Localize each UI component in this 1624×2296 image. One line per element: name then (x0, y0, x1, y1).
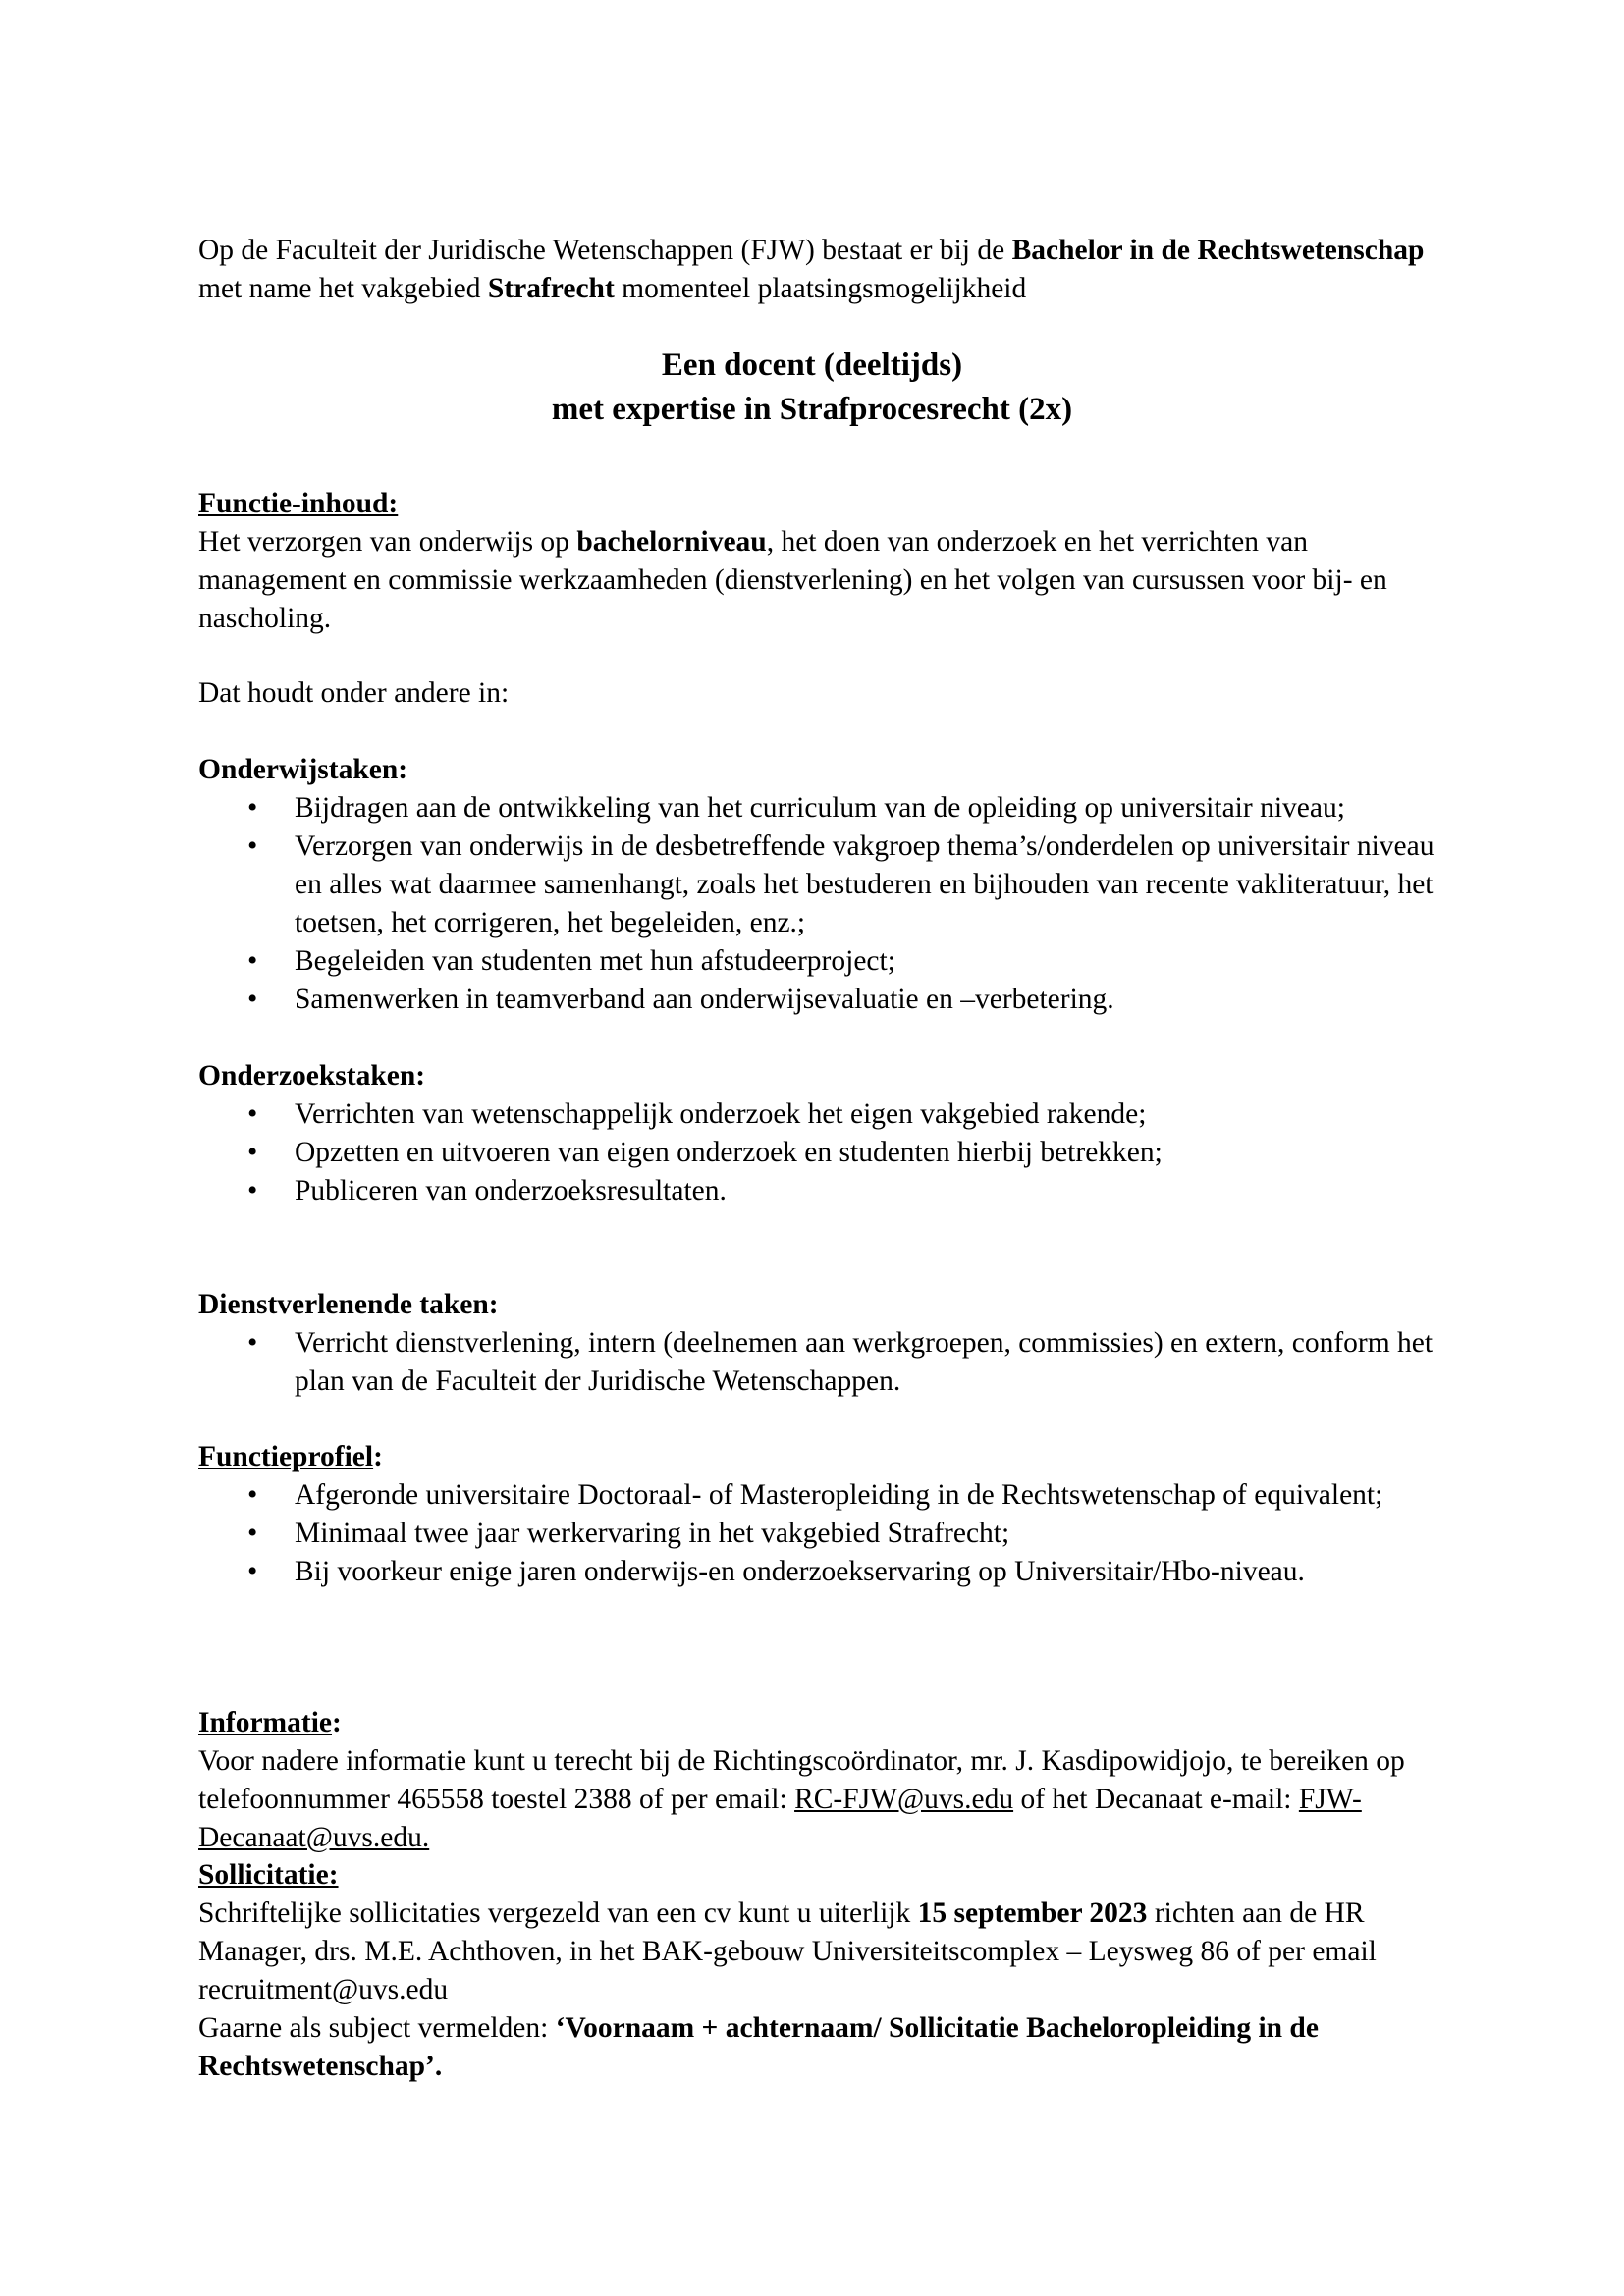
list-item-text: Bij voorkeur enige jaren onderwijs-en onderzoekservaring op Universitair/Hbo-niveau. (295, 1556, 1305, 1587)
heading-dienstverlenende: Dienstverlenende taken: (198, 1289, 499, 1320)
functie-inhoud-text-1: Het verzorgen van onderwijs op (198, 526, 577, 558)
onderwijstaken-list (198, 789, 1455, 1019)
bullet-icon: • (247, 830, 258, 862)
vacancy-title-line-1: Een docent (deeltijds) (661, 347, 963, 383)
sollicitatie-text-1: Schriftelijke sollicitaties vergezeld van een cv kunt u uiterlijk (198, 1897, 918, 1929)
houdt-in-line (198, 674, 1455, 713)
list-item (198, 1172, 1455, 1210)
bullet-icon: • (247, 1137, 258, 1168)
bullet-icon: • (247, 1098, 258, 1130)
list-item-text: Opzetten en uitvoeren van eigen onderzoek en studenten hierbij betrekken; (295, 1137, 1163, 1168)
list-item (198, 1515, 1455, 1553)
vacancy-title (0, 344, 1624, 432)
houdt-in-text: Dat houdt onder andere in: (198, 677, 510, 709)
heading-functieprofiel-colon: : (373, 1441, 383, 1472)
sollicitatie-text-2: richten aan de HR Manager, drs. M.E. Achthoven, in het BAK-gebouw Universiteitscomplex – Leysweg 86 of per email recruitment@uvs.edu (198, 1897, 1377, 2005)
functie-inhoud-text-2: , het doen van onderzoek en het verrichten van management en commissie werkzaamheden (dienstverlening) en het volgen van cursussen voor bij- en nascholing. (198, 526, 1387, 634)
list-item (198, 1095, 1455, 1134)
section-functie-inhoud (198, 485, 1455, 638)
list-item-text: Verzorgen van onderwijs in de desbetreffende vakgroep thema’s/onderdelen op universitair niveau en alles wat daarmee samenhangt, zoals het bestuderen en bijhouden van recente vakliteratuur, het toetsen, het corrigeren, het begeleiden, enz.; (295, 830, 1435, 938)
intro-text-3: momenteel plaatsingsmogelijkheid (614, 273, 1027, 304)
bullet-icon: • (247, 1327, 258, 1359)
bullet-icon: • (247, 1556, 258, 1587)
list-item (198, 1476, 1455, 1515)
list-item (198, 1324, 1455, 1401)
list-item (198, 942, 1455, 981)
email-link-rc-fjw[interactable]: RC-FJW@uvs.edu (794, 1784, 1014, 1815)
section-functieprofiel (198, 1438, 1455, 1591)
list-item (198, 1553, 1455, 1591)
list-item (198, 828, 1455, 942)
list-item-text: Afgeronde universitaire Doctoraal- of Masteropleiding in de Rechtswetenschap of equivalent; (295, 1479, 1383, 1511)
informatie-text-1: Voor nadere informatie kunt u terecht bij de Richtingscoördinator, mr. J. Kasdipowidjojo, te bereiken op telefoonnummer 465558 toestel 2388 of per email: (198, 1745, 1405, 1815)
heading-functie-inhoud: Functie-inhoud: (198, 488, 399, 519)
bullet-icon: • (247, 1175, 258, 1206)
list-item-text: Verricht dienstverlening, intern (deelnemen aan werkgroepen, commissies) en extern, conform het plan van de Faculteit der Juridische Wetenschappen. (295, 1327, 1434, 1397)
sollicitatie-subject: ‘Voornaam + achternaam/ Sollicitatie Bacheloropleiding in de Rechtswetenschap’. (198, 2012, 1319, 2082)
intro-bold-field: Strafrecht (487, 273, 615, 304)
bullet-icon: • (247, 1479, 258, 1511)
intro-bold-program: Bachelor in de Rechtswetenschap (1011, 235, 1425, 266)
onderzoekstaken-list (198, 1095, 1455, 1210)
list-item (198, 981, 1455, 1019)
bullet-icon: • (247, 1518, 258, 1549)
bullet-icon: • (247, 984, 258, 1015)
intro-paragraph (198, 232, 1455, 308)
heading-functieprofiel: Functieprofiel (198, 1441, 374, 1472)
vacancy-title-line-2: met expertise in Strafprocesrecht (2x) (551, 392, 1073, 427)
sollicitatie-deadline: 15 september 2023 (917, 1897, 1148, 1929)
list-item (198, 1134, 1455, 1172)
list-item-text: Bijdragen aan de ontwikkeling van het curriculum van de opleiding op universitair niveau; (295, 792, 1345, 824)
section-informatie (198, 1704, 1455, 1857)
bullet-icon: • (247, 945, 258, 977)
section-onderwijstaken (198, 751, 1455, 1019)
heading-sollicitatie: Sollicitatie: (198, 1859, 339, 1891)
functie-inhoud-bold: bachelorniveau (576, 526, 767, 558)
list-item-text: Verrichten van wetenschappelijk onderzoek het eigen vakgebied rakende; (295, 1098, 1147, 1130)
functieprofiel-list (198, 1476, 1455, 1591)
heading-informatie: Informatie (198, 1707, 332, 1738)
section-onderzoekstaken (198, 1057, 1455, 1210)
sollicitatie-text-3: Gaarne als subject vermelden: (198, 2012, 556, 2044)
dienstverlenende-list (198, 1324, 1455, 1401)
intro-text-2: met name het vakgebied (198, 273, 488, 304)
list-item-text: Minimaal twee jaar werkervaring in het vakgebied Strafrecht; (295, 1518, 1010, 1549)
section-dienstverlenende (198, 1286, 1455, 1401)
heading-informatie-colon: : (332, 1707, 342, 1738)
list-item-text: Samenwerken in teamverband aan onderwijsevaluatie en –verbetering. (295, 984, 1114, 1015)
bullet-icon: • (247, 792, 258, 824)
informatie-text-2: of het Decanaat e-mail: (1013, 1784, 1299, 1815)
email-link-decanaat[interactable]: FJW-Decanaat@uvs.edu. (198, 1784, 1362, 1853)
section-sollicitatie (198, 1856, 1455, 2086)
list-item-text: Begeleiden van studenten met hun afstudeerproject; (295, 945, 895, 977)
heading-onderwijstaken: Onderwijstaken: (198, 754, 408, 785)
list-item (198, 789, 1455, 828)
list-item-text: Publiceren van onderzoeksresultaten. (295, 1175, 727, 1206)
heading-onderzoekstaken: Onderzoekstaken: (198, 1060, 426, 1092)
intro-text-1: Op de Faculteit der Juridische Wetenschappen (FJW) bestaat er bij de (198, 235, 1012, 266)
